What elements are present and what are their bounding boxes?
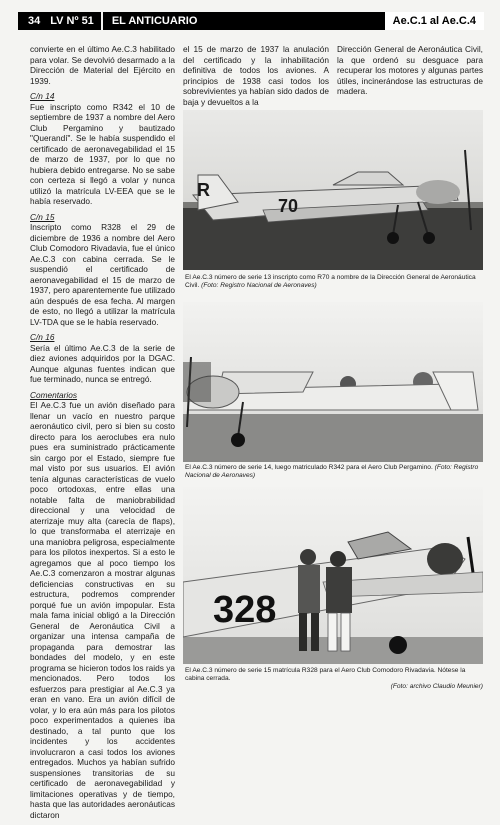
photo-aec3-sn14 bbox=[183, 302, 483, 462]
cn16-entry bbox=[30, 332, 175, 385]
tail-letter-r: R bbox=[197, 180, 210, 200]
comments-heading: Comentarios bbox=[30, 389, 78, 400]
caption-r328-credit: (Foto: archivo Claudio Meunier) bbox=[390, 683, 483, 690]
caption-photo-sn14 bbox=[185, 464, 483, 480]
cn14-heading: C/n 14 bbox=[30, 91, 55, 101]
section-name: EL ANTICUARIO bbox=[111, 15, 198, 27]
caption-sn14-text: El Ae.C.3 número de serie 14, luego matriculado R342 para el Aero Club Pergamino. bbox=[185, 464, 433, 471]
comments-text: El Ae.C.3 fue un avión diseñado para llenar un vacío en nuestro parque aeronáutico civil, pero si bien su costo directo para los aeroclubes era nulo pues era suministrado prácticamente sin cargo por el Estado, siempre fue mal visto por sus usuarios. El avión tenía algunas características de vuelo poco ortodoxas, entre ellas una notable falta de maniobrabilidad direccional y una velocidad de aterrizaje muy alta (carecía de flaps), lo que transformaba el aterrizaje en una maniobra peligrosa, especialmente para los pilotos inexpertos. Si a esto le agregamos que al poco tiempo los Ae.C.3 comenzaron a mostrar algunas deficiencias constructivas en su estructura, podremos comprender porqué fue un avión impopular. Esta mala fama inicial obligó a la Dirección General de Aeronáutica Civil a organizar una intensa campaña de propaganda para demostrar las bondades del modelo, y en este programa se hicieron todos los raids ya mencionados. Pero todos los esfuerzos para prestigiar al Ae.C.3 ya eran en vano. Era un avión difícil de volar, y lo era aún más para los pilotos poco experimentados a quienes iba destinado, a tal punto que los incidentes y los accidentes involucraron a casi todos los aviones entregados. Muchos ya habían sufrido suspensiones transitorias de su certificado de aeronavegabilidad y limitaciones operativas y de tiempo, hasta que las autoridades aeronáuticas dictaron bbox=[30, 400, 175, 820]
caption-r70-text: El Ae.C.3 número de serie 13 inscripto como R70 a nombre de la Dirección General de Aeronáutica Civil. bbox=[185, 274, 476, 289]
cn15-entry bbox=[30, 212, 175, 328]
right-paragraph: Dirección General de Aeronáutica Civil, la que ordenó su desguace para recuperar los motores y algunas partes útiles, incinerándose las estructuras de madera. bbox=[337, 44, 483, 96]
caption-photo-r70 bbox=[185, 274, 483, 290]
photo-aec3-r328 bbox=[183, 487, 483, 664]
middle-column bbox=[183, 44, 329, 112]
caption-sn14-credit: (Foto: Registro Nacional de Aeronaves) bbox=[185, 464, 479, 479]
page-header bbox=[18, 12, 484, 30]
photo-r70-image bbox=[183, 110, 483, 270]
middle-paragraph: el 15 de marzo de 1937 la anulación del certificado y la inhabilitación definitiva de todos los aviones. A principios de 1938 casi todos los sobrevivientes ya habían sido dados de baja y devueltos a la bbox=[183, 44, 329, 107]
photo-r328-image bbox=[183, 487, 483, 664]
intro-paragraph: convierte en el último Ae.C.3 habilitado para volar. Se devolvió desarmado a la Dirección de Material del Ejército en 1939. bbox=[30, 44, 175, 86]
page-number: 34 bbox=[28, 15, 41, 27]
cn16-text: Sería el último Ae.C.3 de la serie de diez aviones adquiridos por la DGAC. Aunque algunas fuentes indican que fue terminado, nunca se entregó. bbox=[30, 342, 175, 384]
comments-entry bbox=[30, 390, 175, 821]
photo-sn14-image bbox=[183, 302, 483, 462]
cn16-heading: C/n 16 bbox=[30, 332, 55, 342]
caption-r70-credit: (Foto: Registro Nacional de Aeronaves) bbox=[201, 282, 317, 289]
caption-photo-r328 bbox=[185, 667, 483, 691]
cn15-heading: C/n 15 bbox=[30, 211, 55, 222]
caption-r328-text: El Ae.C.3 número de serie 15 matrícula R328 para el Aero Club Comodoro Rivadavia. Nótese la cabina cerrada. bbox=[185, 667, 466, 682]
cn15-text: Inscripto como R328 el 29 de diciembre de 1936 a nombre del Aero Club Comodoro Rivadavia, fue el único Ae.C.3 con cabina cerrada. Se le suspendió el certificado de aeronavegabilidad el 15 de marzo de 1937, pero aparentemente fue utilizado aún después de esa fecha. Al margen de esto, no llegó a utilizar la matrícula LV-TDA que se le había reservado. bbox=[30, 222, 175, 327]
fuselage-number-328: 328 bbox=[213, 589, 277, 631]
cn14-text: Fue inscripto como R342 el 10 de septiembre de 1937 a nombre del Aero Club Pergamino y bautizado "Querandí". Se le había suspendido el certificado de aeronavegabilidad el 15 de marzo de 1937, por lo que no hubiera debido entregarse. No se sabe con certeza si llegó a volar y nunca utilizó la matrícula LV-EEA que se le había reservado. bbox=[30, 101, 175, 206]
article-topic: Ae.C.1 al Ae.C.4 bbox=[385, 12, 484, 30]
right-column bbox=[337, 44, 483, 102]
fuselage-number-70: 70 bbox=[278, 196, 299, 216]
magazine-issue: LV Nº 51 bbox=[50, 15, 94, 27]
header-divider bbox=[101, 12, 103, 30]
cn14-entry bbox=[30, 91, 175, 207]
photo-aec3-r70 bbox=[183, 110, 483, 270]
